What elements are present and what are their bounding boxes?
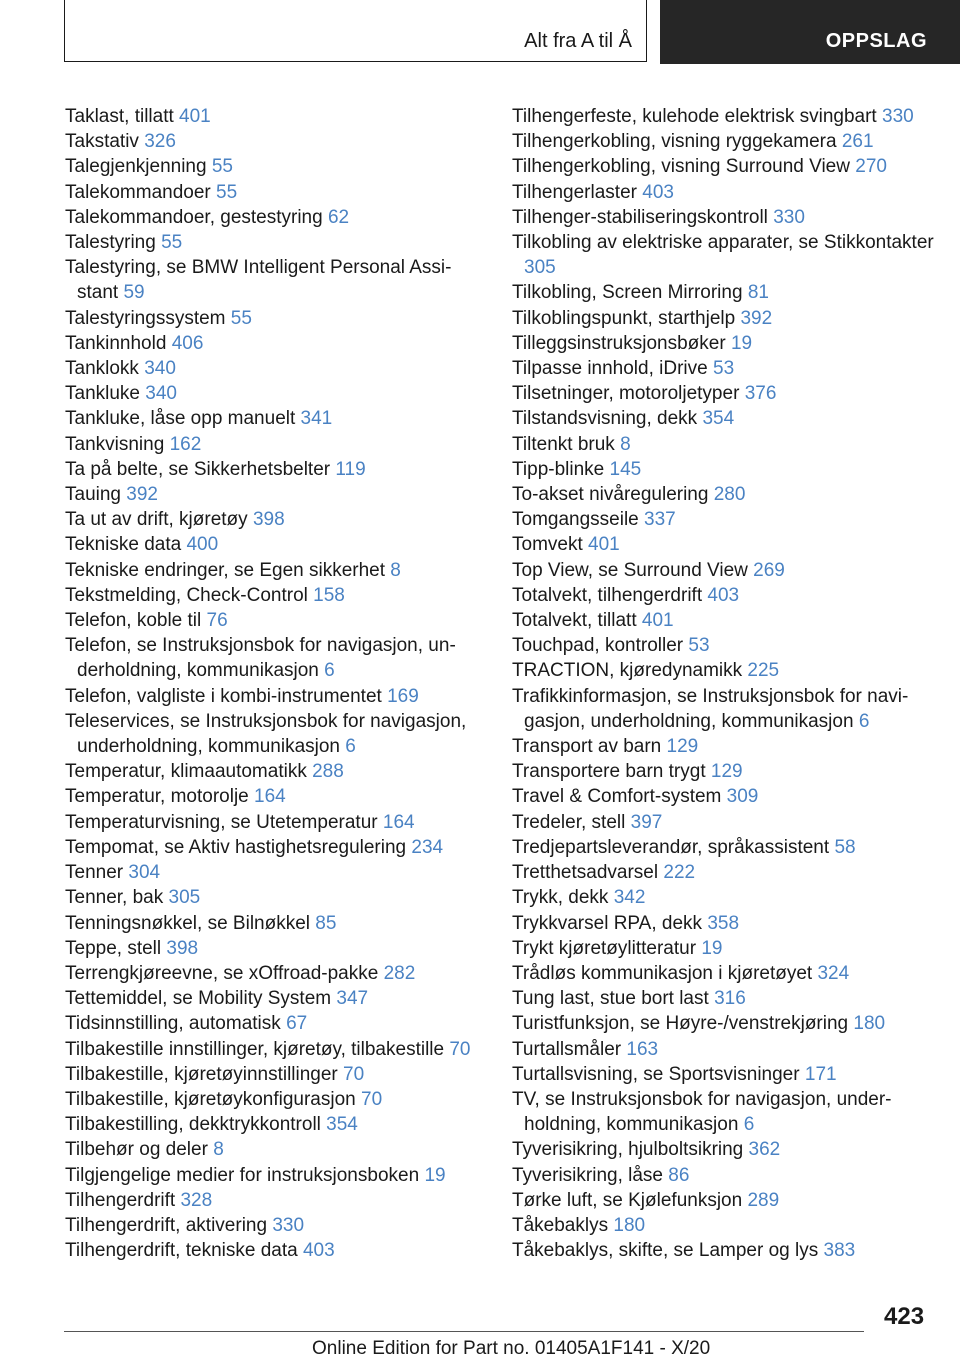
page-reference-link[interactable]: 19 bbox=[424, 1164, 446, 1186]
index-entry bbox=[512, 457, 942, 482]
page-reference-link[interactable]: 163 bbox=[626, 1038, 659, 1060]
page-reference-link[interactable]: 261 bbox=[841, 131, 874, 153]
index-entry-text: Touchpad, kontroller bbox=[512, 635, 684, 657]
page-reference-link[interactable]: 392 bbox=[126, 484, 158, 506]
index-entry bbox=[65, 961, 485, 986]
page-reference-link[interactable]: 326 bbox=[144, 131, 176, 153]
index-entry bbox=[65, 356, 485, 381]
page-reference-link[interactable]: 55 bbox=[161, 232, 183, 254]
index-entry-text: Tiltenkt bruk bbox=[512, 433, 615, 455]
index-entry-text: Totalvekt, tillatt bbox=[512, 610, 637, 632]
index-entry-text: Trykt kjøretøylitteratur bbox=[512, 937, 697, 959]
page-reference-link[interactable]: 328 bbox=[180, 1189, 213, 1211]
page-reference-link[interactable]: 171 bbox=[804, 1063, 837, 1085]
index-entry bbox=[65, 457, 485, 482]
index-entry-text: TV, se Instruksjonsbok for navigasjon, underholdning, kommunikasjon bbox=[512, 1088, 892, 1136]
page-reference-link[interactable]: 162 bbox=[169, 433, 202, 455]
page-reference-link[interactable]: 289 bbox=[747, 1189, 780, 1211]
page-reference-link[interactable]: 145 bbox=[609, 458, 642, 480]
index-entry bbox=[512, 860, 942, 885]
page-reference-link[interactable]: 225 bbox=[747, 660, 780, 682]
index-entry-text: Transport av barn bbox=[512, 736, 662, 758]
page-reference-link[interactable]: 81 bbox=[747, 282, 769, 304]
index-entry-text: Tretthetsadvarsel bbox=[512, 862, 659, 884]
index-entry bbox=[65, 608, 485, 633]
index-entry-text: Tredjepartsleverandør, språkassistent bbox=[512, 836, 830, 858]
page-reference-link[interactable]: 6 bbox=[324, 660, 335, 682]
page-reference-link[interactable]: 392 bbox=[740, 307, 773, 329]
page-reference-link[interactable]: 8 bbox=[213, 1139, 224, 1161]
index-entry bbox=[65, 532, 485, 557]
index-entry bbox=[65, 381, 485, 406]
page-reference-link[interactable]: 180 bbox=[853, 1013, 886, 1035]
index-entry-text: Temperatur, klimaautomatikk bbox=[65, 761, 307, 783]
page-reference-link[interactable]: 383 bbox=[823, 1240, 856, 1262]
index-entry-text: TRACTION, kjøredynamikk bbox=[512, 660, 743, 682]
index-entry-text: Tekniske endringer, se Egen sikkerhet bbox=[65, 559, 386, 581]
page-reference-link[interactable]: 86 bbox=[668, 1164, 690, 1186]
page-reference-link[interactable]: 403 bbox=[302, 1240, 335, 1262]
index-entry bbox=[65, 1188, 485, 1213]
page-reference-link[interactable]: 6 bbox=[858, 710, 870, 732]
index-column-right bbox=[512, 104, 942, 1263]
index-entry-text: To-akset nivåregulering bbox=[512, 484, 709, 506]
index-entry bbox=[65, 230, 485, 255]
index-entry-text: Tredeler, stell bbox=[512, 811, 626, 833]
index-entry bbox=[512, 381, 942, 406]
index-entry-text: Tilhengerlaster bbox=[512, 181, 637, 203]
index-entry bbox=[512, 684, 942, 734]
index-entry bbox=[512, 180, 942, 205]
index-entry bbox=[512, 810, 942, 835]
index-entry-text: Trafikkinformasjon, se Instruksjonsbok for navigasjon, underholdning, kommunikasjon bbox=[512, 685, 909, 732]
page-reference-link[interactable]: 309 bbox=[726, 786, 759, 808]
index-entry bbox=[65, 936, 485, 961]
index-entry bbox=[65, 1238, 485, 1263]
index-entry-text: Tekniske data bbox=[65, 534, 182, 556]
index-entry bbox=[512, 658, 942, 683]
page-reference-link[interactable]: 282 bbox=[383, 962, 416, 984]
index-entry-text: Tenner, bak bbox=[65, 887, 164, 909]
page-reference-link[interactable]: 354 bbox=[702, 408, 735, 430]
index-entry bbox=[512, 306, 942, 331]
page-reference-link[interactable]: 358 bbox=[707, 912, 740, 934]
index-entry bbox=[65, 810, 485, 835]
index-entry bbox=[65, 1087, 485, 1112]
page-reference-link[interactable]: 53 bbox=[688, 635, 710, 657]
index-entry bbox=[65, 104, 485, 129]
page-reference-link[interactable]: 129 bbox=[710, 761, 743, 783]
index-entry bbox=[512, 230, 942, 280]
page-reference-link[interactable]: 376 bbox=[744, 383, 777, 405]
index-entry-text: Trykk, dekk bbox=[512, 887, 609, 909]
index-entry-text: Tilbakestilling, dekktrykkontroll bbox=[65, 1114, 321, 1136]
header-section-label: OPPSLAG bbox=[825, 30, 927, 52]
footer-edition-text: Online Edition for Part no. 01405A1F141 - X/20 bbox=[312, 1338, 711, 1359]
index-entry bbox=[65, 759, 485, 784]
index-entry bbox=[512, 784, 942, 809]
page-reference-link[interactable]: 158 bbox=[313, 584, 345, 606]
index-entry bbox=[512, 104, 942, 129]
index-entry-text: Teppe, stell bbox=[65, 937, 162, 959]
index-entry bbox=[512, 356, 942, 381]
index-entry-text: Tanklokk bbox=[65, 358, 139, 380]
index-entry-text: Tilhengerfeste, kulehode elektrisk svingbart bbox=[512, 106, 877, 127]
page-reference-link[interactable]: 169 bbox=[387, 685, 419, 707]
index-entry bbox=[65, 129, 485, 154]
header-title-box bbox=[64, 0, 647, 62]
index-entry-text: Tilhengerkobling, visning ryggekamera bbox=[512, 131, 837, 153]
index-entry-text: Totalvekt, tilhengerdrift bbox=[512, 584, 703, 606]
page-reference-link[interactable]: 19 bbox=[701, 937, 723, 959]
page-reference-link[interactable]: 164 bbox=[254, 786, 286, 808]
page-reference-link[interactable]: 76 bbox=[206, 610, 228, 632]
page-reference-link[interactable]: 53 bbox=[713, 358, 735, 380]
index-entry bbox=[512, 936, 942, 961]
index-entry bbox=[512, 129, 942, 154]
index-entry bbox=[65, 154, 485, 179]
page-reference-link[interactable]: 55 bbox=[216, 181, 238, 203]
index-entry-text: Turistfunksjon, se Høyre-/venstrekjøring bbox=[512, 1013, 849, 1035]
index-entry bbox=[512, 734, 942, 759]
index-entry bbox=[65, 1062, 485, 1087]
index-entry-text: Tilhengerkobling, visning Surround View bbox=[512, 156, 850, 178]
index-entry-text: Tyverisikring, hjulboltsikring bbox=[512, 1139, 744, 1161]
index-entry-text: Tilhenger-stabiliseringskontroll bbox=[512, 206, 768, 228]
index-entry bbox=[65, 482, 485, 507]
index-entry-text: Transportere barn trygt bbox=[512, 761, 706, 783]
index-entry bbox=[512, 583, 942, 608]
index-entry-text: Tyverisikring, låse bbox=[512, 1164, 663, 1186]
page-reference-link[interactable]: 222 bbox=[663, 862, 696, 884]
index-entry bbox=[65, 633, 485, 683]
index-entry-text: Talekommandoer, gestestyring bbox=[65, 206, 323, 228]
index-entry bbox=[65, 507, 485, 532]
page-reference-link[interactable]: 324 bbox=[817, 962, 850, 984]
index-entry bbox=[512, 986, 942, 1011]
page-reference-link[interactable]: 406 bbox=[171, 332, 204, 354]
index-entry bbox=[512, 961, 942, 986]
index-entry-text: Teleservices, se Instruksjonsbok for navigasjon, underholdning, kommunikasjon bbox=[65, 710, 467, 758]
index-entry-text: Tilkobling, Screen Mirroring bbox=[512, 282, 743, 304]
page-reference-link[interactable]: 403 bbox=[707, 584, 740, 606]
page-reference-link[interactable]: 6 bbox=[345, 736, 356, 758]
index-entry-text: Tenner bbox=[65, 862, 124, 884]
index-entry-text: Talestyringssystem bbox=[65, 307, 226, 329]
index-entry-text: Tung last, stue bort last bbox=[512, 988, 709, 1010]
index-entry-text: Talekommandoer bbox=[65, 181, 211, 203]
index-entry bbox=[512, 406, 942, 431]
page-reference-link[interactable]: 347 bbox=[336, 988, 369, 1010]
page-reference-link[interactable]: 55 bbox=[211, 156, 233, 178]
page-reference-link[interactable]: 400 bbox=[186, 534, 219, 556]
page-reference-link[interactable]: 70 bbox=[361, 1088, 383, 1110]
index-entry-text: Terrengkjøreevne, se xOffroad-pakke bbox=[65, 962, 379, 984]
index-entry bbox=[512, 759, 942, 784]
index-entry bbox=[65, 709, 485, 759]
index-entry bbox=[65, 1137, 485, 1162]
index-entry bbox=[512, 1163, 942, 1188]
index-entry-text: Top View, se Surround View bbox=[512, 559, 748, 581]
index-entry bbox=[512, 1188, 942, 1213]
index-entry bbox=[512, 1137, 942, 1162]
page-reference-link[interactable]: 58 bbox=[834, 836, 856, 858]
page-reference-link[interactable]: 316 bbox=[714, 988, 746, 1010]
page-reference-link[interactable]: 304 bbox=[128, 862, 161, 884]
index-entry bbox=[512, 1087, 942, 1137]
index-entry-text: Tettemiddel, se Mobility System bbox=[65, 988, 332, 1010]
header-section-tab bbox=[660, 0, 960, 64]
page-reference-link[interactable]: 330 bbox=[882, 106, 914, 127]
index-entry-text: Tørke luft, se Kjølefunksjon bbox=[512, 1189, 743, 1211]
index-entry-text: Trådløs kommunikasjon i kjøretøyet bbox=[512, 962, 813, 984]
index-entry-text: Tilstandsvisning, dekk bbox=[512, 408, 698, 430]
index-entry-text: Tilbakestille, kjøretøykonfigurasjon bbox=[65, 1088, 356, 1110]
page-reference-link[interactable]: 119 bbox=[335, 458, 366, 480]
index-entry-text: Tilbehør og deler bbox=[65, 1139, 208, 1161]
index-entry-text: Tilhengerdrift, tekniske data bbox=[65, 1240, 298, 1262]
page-reference-link[interactable]: 403 bbox=[642, 181, 674, 203]
index-entry bbox=[512, 633, 942, 658]
index-entry bbox=[512, 608, 942, 633]
index-entry-text: Tåkebaklys bbox=[512, 1214, 609, 1236]
index-entry bbox=[65, 306, 485, 331]
index-entry-text: Temperatur, motorolje bbox=[65, 786, 249, 808]
page-reference-link[interactable]: 340 bbox=[144, 358, 176, 380]
index-entry-text: Tipp-blinke bbox=[512, 458, 605, 480]
page-reference-link[interactable]: 337 bbox=[644, 509, 676, 531]
index-entry bbox=[65, 331, 485, 356]
index-entry bbox=[512, 507, 942, 532]
index-entry bbox=[512, 1213, 942, 1238]
page-reference-link[interactable]: 270 bbox=[855, 156, 887, 178]
page-reference-link[interactable]: 305 bbox=[524, 257, 556, 279]
page-reference-link[interactable]: 55 bbox=[230, 307, 252, 329]
page-reference-link[interactable]: 62 bbox=[327, 206, 350, 228]
page-reference-link[interactable]: 280 bbox=[713, 484, 746, 506]
index-entry-text: Tempomat, se Aktiv hastighetsregulering bbox=[65, 836, 407, 858]
page-reference-link[interactable]: 180 bbox=[613, 1214, 646, 1236]
index-entry bbox=[65, 583, 485, 608]
index-entry bbox=[512, 154, 942, 179]
page-reference-link[interactable]: 362 bbox=[748, 1139, 781, 1161]
index-entry bbox=[65, 180, 485, 205]
index-entry-text: Turtallsvisning, se Sportsvisninger bbox=[512, 1063, 800, 1085]
index-entry bbox=[512, 1062, 942, 1087]
page-number: 423 bbox=[884, 1303, 925, 1330]
index-entry bbox=[65, 986, 485, 1011]
index-entry-text: Tankluke, låse opp manuelt bbox=[65, 408, 296, 430]
index-entry-text: Tankinnhold bbox=[65, 332, 167, 354]
index-entry-text: Talestyring bbox=[65, 232, 156, 254]
page-reference-link[interactable]: 70 bbox=[343, 1063, 365, 1085]
page-reference-link[interactable]: 164 bbox=[382, 811, 415, 833]
index-entry-text: Tilgjengelige medier for instruksjonsboken bbox=[65, 1164, 420, 1186]
index-entry-text: Tåkebaklys, skifte, se Lamper og lys bbox=[512, 1240, 819, 1262]
index-entry-text: Tilleggsinstruksjonsbøker bbox=[512, 332, 726, 354]
index-entry-text: Tekstmelding, Check-Control bbox=[65, 584, 308, 606]
index-entry bbox=[512, 280, 942, 305]
page-reference-link[interactable]: 340 bbox=[145, 383, 177, 405]
index-entry bbox=[65, 835, 485, 860]
index-entry-text: Tilkoblingspunkt, starthjelp bbox=[512, 307, 736, 329]
page-reference-link[interactable]: 398 bbox=[166, 937, 199, 959]
page-reference-link[interactable]: 19 bbox=[730, 332, 753, 354]
index-entry bbox=[65, 911, 485, 936]
index-entry bbox=[65, 1213, 485, 1238]
index-entry-text: Tilhengerdrift bbox=[65, 1189, 176, 1211]
index-entry bbox=[512, 432, 942, 457]
page-reference-link[interactable]: 85 bbox=[315, 912, 337, 934]
index-entry-text: Tankvisning bbox=[65, 433, 165, 455]
header-title: Alt fra A til Å bbox=[524, 30, 632, 52]
index-entry-text: Tilhengerdrift, aktivering bbox=[65, 1214, 268, 1236]
page-reference-link[interactable]: 342 bbox=[613, 887, 646, 909]
index-entry-text: Tomvekt bbox=[512, 534, 583, 556]
page-reference-link[interactable]: 398 bbox=[252, 509, 285, 531]
index-column-left bbox=[65, 104, 485, 1263]
page-reference-link[interactable]: 288 bbox=[312, 761, 344, 783]
index-entry bbox=[65, 1112, 485, 1137]
page-reference-link[interactable]: 6 bbox=[743, 1114, 755, 1136]
page-reference-link[interactable]: 8 bbox=[390, 559, 401, 581]
index-entry-text: Tankluke bbox=[65, 383, 140, 405]
index-entry bbox=[65, 255, 485, 305]
page-reference-link[interactable]: 330 bbox=[272, 1214, 305, 1236]
index-entry-text: Tauing bbox=[65, 484, 121, 506]
index-entry bbox=[65, 205, 485, 230]
index-entry-text: Taklast, tillatt bbox=[65, 106, 174, 127]
page-reference-link[interactable]: 70 bbox=[449, 1038, 471, 1060]
index-entry bbox=[65, 885, 485, 910]
index-entry bbox=[65, 1011, 485, 1036]
index-entry bbox=[512, 1037, 942, 1062]
index-entry bbox=[512, 835, 942, 860]
index-entry-text: Tilbakestille, kjøretøyinnstillinger bbox=[65, 1063, 338, 1085]
index-entry bbox=[512, 911, 942, 936]
index-entry bbox=[512, 1011, 942, 1036]
index-entry bbox=[65, 1037, 485, 1062]
index-entry-text: Tenningsnøkkel, se Bilnøkkel bbox=[65, 912, 310, 934]
index-entry bbox=[65, 558, 485, 583]
page-reference-link[interactable]: 330 bbox=[773, 206, 805, 228]
index-entry bbox=[65, 860, 485, 885]
index-entry-text: Telefon, se Instruksjonsbok for navigasjon, underholdning, kommunikasjon bbox=[65, 635, 456, 682]
index-entry-text: Temperaturvisning, se Utetemperatur bbox=[65, 811, 378, 833]
index-entry bbox=[512, 205, 942, 230]
index-entry bbox=[65, 784, 485, 809]
index-entry-text: Ta på belte, se Sikkerhetsbelter bbox=[65, 458, 331, 480]
index-entry-text: Ta ut av drift, kjøretøy bbox=[65, 509, 248, 531]
index-entry-text: Tilkobling av elektriske apparater, se Stikkontakter bbox=[512, 232, 934, 254]
index-entry-text: Tilbakestille innstillinger, kjøretøy, tilbakestille bbox=[65, 1038, 445, 1060]
page-reference-link[interactable]: 67 bbox=[286, 1013, 308, 1035]
index-entry bbox=[512, 558, 942, 583]
page-reference-link[interactable]: 401 bbox=[588, 534, 620, 556]
index-entry-text: Telefon, valgliste i kombi-instrumentet bbox=[65, 685, 382, 707]
page-reference-link[interactable]: 397 bbox=[630, 811, 663, 833]
index-entry-text: Talegjenkjenning bbox=[65, 156, 207, 178]
index-entry bbox=[512, 532, 942, 557]
page-reference-link[interactable]: 401 bbox=[641, 610, 674, 632]
page-reference-link[interactable]: 59 bbox=[123, 282, 145, 304]
index-entry bbox=[65, 1163, 485, 1188]
page-reference-link[interactable]: 305 bbox=[168, 887, 201, 909]
page-reference-link[interactable]: 8 bbox=[620, 433, 631, 455]
index-entry bbox=[65, 432, 485, 457]
index-entry-text: Tilsetninger, motoroljetyper bbox=[512, 383, 740, 405]
index-entry bbox=[512, 482, 942, 507]
page-reference-link[interactable]: 401 bbox=[179, 106, 211, 127]
page-reference-link[interactable]: 129 bbox=[666, 736, 699, 758]
index-entry bbox=[512, 1238, 942, 1263]
index-entry bbox=[65, 684, 485, 709]
index-entry-text: Trykkvarsel RPA, dekk bbox=[512, 912, 703, 934]
page-reference-link[interactable]: 234 bbox=[411, 836, 444, 858]
index-entry-text: Travel & Comfort-system bbox=[512, 786, 722, 808]
page-reference-link[interactable]: 341 bbox=[300, 408, 333, 430]
index-entry-text: Turtallsmåler bbox=[512, 1038, 622, 1060]
index-entry-text: Takstativ bbox=[65, 131, 139, 153]
page-reference-link[interactable]: 354 bbox=[326, 1114, 358, 1136]
index-entry-text: Tilpasse innhold, iDrive bbox=[512, 358, 708, 380]
index-entry-text: Tomgangsseile bbox=[512, 509, 639, 531]
page-reference-link[interactable]: 269 bbox=[753, 559, 785, 581]
index-entry-text: Talestyring, se BMW Intelligent Personal Assistant bbox=[65, 257, 452, 304]
index-entry-text: Tidsinnstilling, automatisk bbox=[65, 1013, 281, 1035]
index-entry bbox=[512, 885, 942, 910]
footer-divider bbox=[64, 1331, 864, 1332]
index-entry bbox=[512, 331, 942, 356]
index-entry-text: Telefon, koble til bbox=[65, 610, 202, 632]
index-entry bbox=[65, 406, 485, 431]
